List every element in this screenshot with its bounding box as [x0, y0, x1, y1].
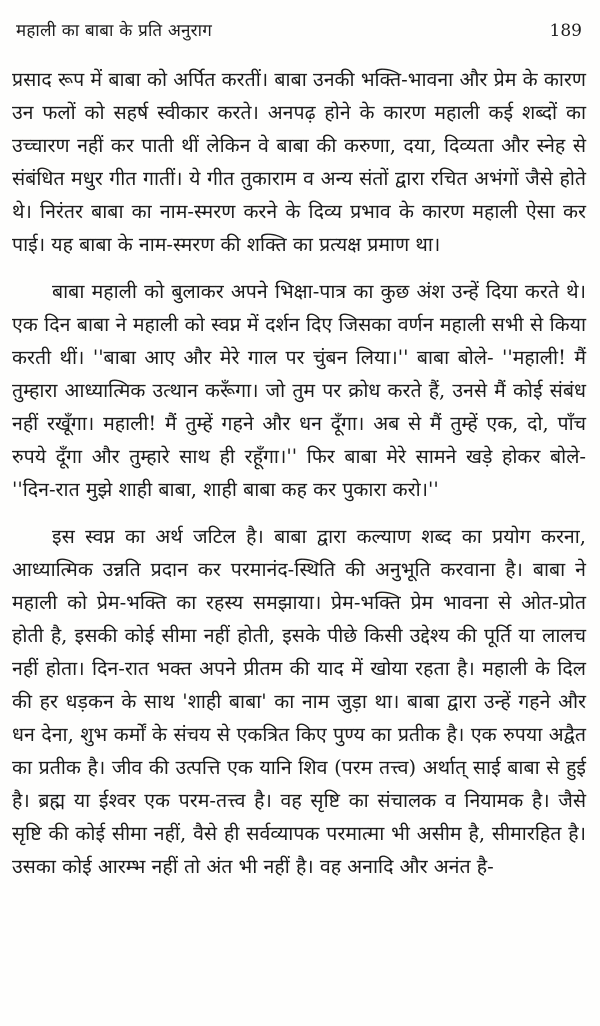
paragraph: प्रसाद रूप में बाबा को अर्पित करतीं। बाबा उनकी भक्ति-भावना और प्रेम के कारण उन फलों को सहर्ष स्वीकार करते। अनपढ़ होने के कारण महाली कई शब्दों का उच्चारण नहीं कर पाती थीं लेकिन वे बाबा की करुणा, दया, दिव्यता और स्नेह से संबंधित मधुर गीत गातीं। ये गीत तुकाराम व अन्य संतों द्वारा रचित अभंगों जैसे होते थे। निरंतर बाबा का नाम-स्मरण करने के दिव्य प्रभाव के कारण महाली ऐसा कर पाई। यह बाबा के नाम-स्मरण की शक्ति का प्रत्यक्ष प्रमाण था।: [12, 68, 586, 256]
page-number: 189: [549, 21, 582, 41]
page-body: [12, 63, 586, 883]
chapter-title: महाली का बाबा के प्रति अनुराग: [16, 21, 212, 41]
paragraph: इस स्वप्न का अर्थ जटिल है। बाबा द्वारा कल्याण शब्द का प्रयोग करना, आध्यात्मिक उन्नति प्रदान कर परमानंद-स्थिति की अनुभूति करवाना है। बाबा ने महाली को प्रेम-भक्ति का रहस्य समझाया। प्रेम-भक्ति प्रेम भावना से ओत-प्रोत होती है, इसकी कोई सीमा नहीं होती, इसके पीछे किसी उद्देश्य की पूर्ति या लालच नहीं होता। दिन-रात भक्त अपने प्रीतम की याद में खोया रहता है। महाली के दिल की हर धड़कन के साथ 'शाही बाबा' का नाम जुड़ा था। बाबा द्वारा उन्हें गहने और धन देना, शुभ कर्मों के संचय से एकत्रित किए पुण्य का प्रतीक है। एक रुपया अद्वैत का प्रतीक है। जीव की उत्पत्ति एक यानि शिव (परम तत्त्व) अर्थात् साई बाबा से हुई है। ब्रह्म या ईश्वर एक परम-तत्त्व है। वह सृष्टि का संचालक व नियामक है। जैसे सृष्टि की कोई सीमा नहीं, वैसे ही सर्वव्यापक परमात्मा भी असीम है, सीमारहित है। उसका कोई आरम्भ नहीं तो अंत भी नहीं है। वह अनादि और अनंत है-: [12, 525, 586, 878]
paragraph: बाबा महाली को बुलाकर अपने भिक्षा-पात्र का कुछ अंश उन्हें दिया करते थे। एक दिन बाबा ने महाली को स्वप्न में दर्शन दिए जिसका वर्णन महाली सभी से किया करती थीं। ''बाबा आए और मेरे गाल पर चुंबन लिया।'' बाबा बोले- ''महाली! मैं तुम्हारा आध्यात्मिक उत्थान करूँगा। जो तुम पर क्रोध करते हैं, उनसे मैं कोई संबंध नहीं रखूँगा। महाली! मैं तुम्हें गहने और धन दूँगा। अब से मैं तुम्हें एक, दो, पाँच रुपये दूँगा और तुम्हारे साथ ही रहूँगा।'' फिर बाबा मेरे सामने खड़े होकर बोले- ''दिन-रात मुझे शाही बाबा, शाही बाबा कह कर पुकारा करो।'': [12, 280, 587, 501]
page-header: [12, 18, 586, 41]
